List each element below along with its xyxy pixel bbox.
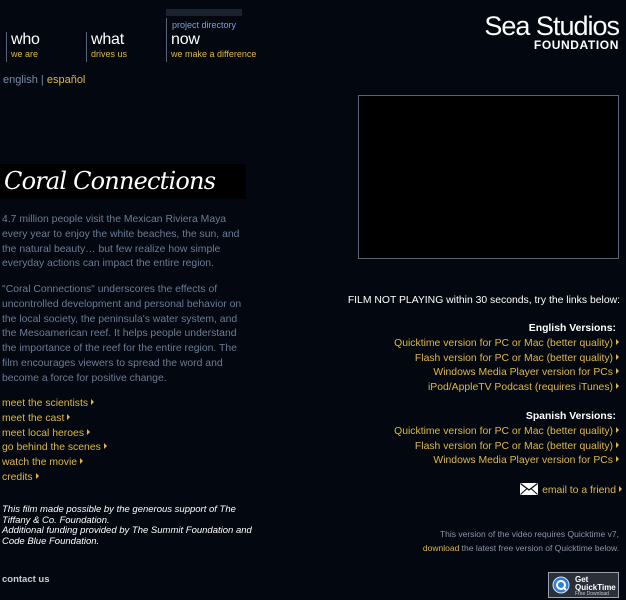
arrow-right-icon bbox=[36, 473, 39, 479]
video-player[interactable] bbox=[358, 95, 619, 259]
link-meet-cast[interactable] bbox=[2, 412, 242, 427]
logo[interactable] bbox=[484, 11, 619, 52]
title-banner bbox=[0, 164, 246, 199]
nav-now[interactable] bbox=[166, 18, 256, 62]
link-label: meet the scientists bbox=[2, 398, 89, 409]
logo-title: Sea Studios bbox=[484, 11, 619, 41]
arrow-right-icon bbox=[91, 399, 94, 405]
en-wmp-link[interactable] bbox=[394, 366, 619, 381]
quicktime-logo-icon bbox=[552, 576, 570, 594]
arrow-right-icon bbox=[67, 414, 70, 420]
link-label: meet the cast bbox=[2, 412, 65, 424]
arrow-right-icon bbox=[104, 443, 107, 449]
link-label: go behind the scenes bbox=[2, 442, 101, 454]
es-quicktime-link[interactable] bbox=[394, 425, 619, 440]
logo-subtitle: FOUNDATION bbox=[533, 38, 619, 52]
nav-who-label: who bbox=[11, 31, 40, 48]
link-meet-local-heroes[interactable] bbox=[2, 427, 242, 442]
en-flash-link[interactable] bbox=[394, 352, 619, 367]
arrow-right-icon bbox=[616, 339, 619, 345]
link-label: Flash version for PC or Mac (better quality) bbox=[414, 352, 613, 364]
email-friend-label: email to a friend bbox=[542, 485, 616, 496]
es-wmp-link[interactable] bbox=[394, 454, 619, 469]
link-credits[interactable] bbox=[2, 471, 242, 486]
film-not-playing-notice: FILM NOT PLAYING within 30 seconds, try the links below: bbox=[347, 295, 620, 306]
language-separator: | bbox=[40, 74, 44, 86]
support-credits bbox=[2, 505, 252, 547]
link-label: Windows Media Player version for PCs bbox=[433, 455, 613, 467]
english-versions bbox=[394, 322, 619, 396]
spanish-versions-heading: Spanish Versions: bbox=[525, 411, 616, 422]
link-label: Windows Media Player version for PCs bbox=[433, 367, 613, 379]
envelope-icon bbox=[520, 483, 538, 495]
language-spanish[interactable]: español bbox=[46, 74, 86, 86]
page-title: Coral Connections bbox=[4, 167, 216, 195]
nav-who-sub: we are bbox=[11, 49, 39, 59]
arrow-right-icon bbox=[616, 427, 619, 433]
spanish-versions bbox=[394, 410, 619, 469]
project-directory-link[interactable]: project directory bbox=[172, 20, 237, 30]
en-quicktime-link[interactable] bbox=[394, 337, 619, 352]
link-behind-scenes[interactable] bbox=[2, 441, 242, 456]
left-link-list bbox=[2, 397, 242, 486]
link-watch-movie[interactable] bbox=[2, 456, 242, 471]
link-label: credits bbox=[2, 471, 33, 483]
nav-now-label: now bbox=[171, 31, 200, 48]
arrow-right-icon bbox=[616, 368, 619, 374]
link-label: iPod/AppleTV Podcast (requires iTunes) bbox=[427, 382, 613, 394]
quicktime-note-line1: This version of the video requires Quicktime v7, bbox=[439, 529, 619, 539]
nav-now-sub: we make a difference bbox=[171, 49, 257, 59]
link-label: meet local heroes bbox=[2, 427, 85, 439]
arrow-right-icon bbox=[619, 486, 622, 492]
quicktime-download-link[interactable]: download bbox=[422, 543, 460, 553]
arrow-right-icon bbox=[616, 383, 619, 389]
arrow-right-icon bbox=[616, 354, 619, 360]
quicktime-badge-line2: QuickTime bbox=[575, 583, 616, 592]
arrow-right-icon bbox=[87, 429, 90, 435]
email-friend-link[interactable] bbox=[520, 483, 622, 499]
nav-what-sub: drives us bbox=[91, 49, 128, 59]
arrow-right-icon bbox=[616, 442, 619, 448]
english-versions-heading: English Versions: bbox=[528, 323, 616, 334]
intro-paragraph-1: 4.7 million people visit the Mexican Riviera Maya every year to enjoy the white beaches, the sun, and the natural beauty… but few realize how simple everyday actions can impact the entire region. bbox=[2, 214, 240, 270]
link-label: Quicktime version for PC or Mac (better quality) bbox=[394, 337, 613, 349]
quicktime-note-rest: the latest free version of Quicktime below. bbox=[461, 543, 619, 553]
quicktime-badge-line1: Get bbox=[575, 575, 589, 584]
quicktime-note bbox=[423, 527, 619, 555]
nav-what-label: what bbox=[91, 31, 124, 48]
link-meet-scientists[interactable] bbox=[2, 397, 242, 412]
directory-bar bbox=[166, 9, 242, 16]
quicktime-badge-line3: Free Download bbox=[575, 591, 609, 597]
intro-paragraph-2: "Coral Connections" underscores the effects of uncontrolled development and personal behavior on the local society, the peninsula's water system, and the Mesoamerican reef. It helps people understand the importance of the reef for the entire region. The film encourages viewers to spread the word and become a force for positive change. bbox=[2, 284, 242, 384]
quicktime-note-line2 bbox=[423, 541, 619, 555]
nav-who[interactable] bbox=[6, 32, 40, 62]
language-english[interactable]: english bbox=[3, 74, 38, 86]
support-line-1: This film made possible by the generous support of The Tiffany & Co. Foundation. bbox=[2, 504, 236, 526]
link-label: Flash version for PC or Mac (better quality) bbox=[414, 440, 613, 452]
nav-what[interactable] bbox=[86, 32, 127, 62]
arrow-right-icon bbox=[616, 456, 619, 462]
support-line-2: Additional funding provided by The Summit Foundation and Code Blue Foundation. bbox=[2, 525, 252, 547]
en-podcast-link[interactable] bbox=[394, 381, 619, 396]
contact-us-link[interactable]: contact us bbox=[2, 574, 50, 585]
link-label: watch the movie bbox=[2, 457, 78, 469]
link-label: Quicktime version for PC or Mac (better quality) bbox=[394, 425, 613, 437]
es-flash-link[interactable] bbox=[394, 440, 619, 455]
language-switcher bbox=[3, 74, 85, 86]
arrow-right-icon bbox=[80, 458, 83, 464]
get-quicktime-badge[interactable] bbox=[548, 572, 619, 598]
